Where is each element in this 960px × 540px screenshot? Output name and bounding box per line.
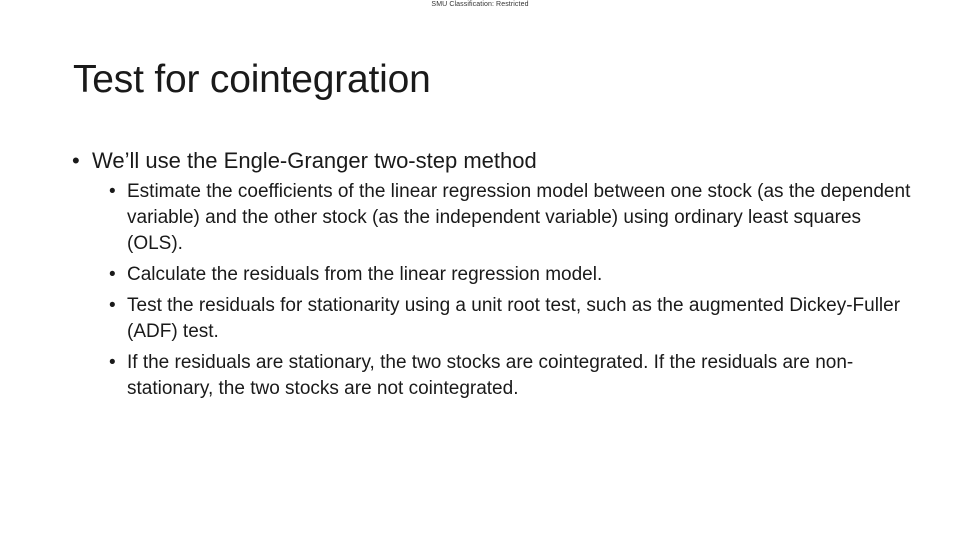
step-text: Calculate the residuals from the linear regression model. (127, 264, 603, 285)
step-item (109, 350, 912, 402)
step-text: Test the residuals for stationarity using a unit root test, such as the augmented Dickey-Fuller (ADF) test. (127, 295, 901, 342)
step-item (109, 179, 912, 257)
slide-content (72, 147, 912, 407)
step-list (72, 179, 912, 402)
step-item (109, 293, 912, 345)
bullet-icon: • (109, 264, 116, 285)
classification-label: SMU Classification: Restricted (431, 1, 529, 8)
step-item (109, 262, 912, 288)
bullet-icon: • (109, 352, 116, 373)
step-text: If the residuals are stationary, the two stocks are cointegrated. If the residuals are non-stationary, the two stocks are not cointegrated. (127, 352, 854, 399)
bullet-icon: • (109, 181, 116, 202)
bullet-icon: • (109, 295, 116, 316)
step-text: Estimate the coefficients of the linear regression model between one stock (as the dependent variable) and the other stock (as the independent variable) using ordinary least squares (OLS). (127, 181, 911, 254)
main-bullet-text: We’ll use the Engle-Granger two-step method (92, 148, 537, 173)
slide-title: Test for cointegration (73, 58, 431, 101)
main-bullet-item (72, 147, 912, 175)
bullet-icon: • (72, 148, 80, 173)
